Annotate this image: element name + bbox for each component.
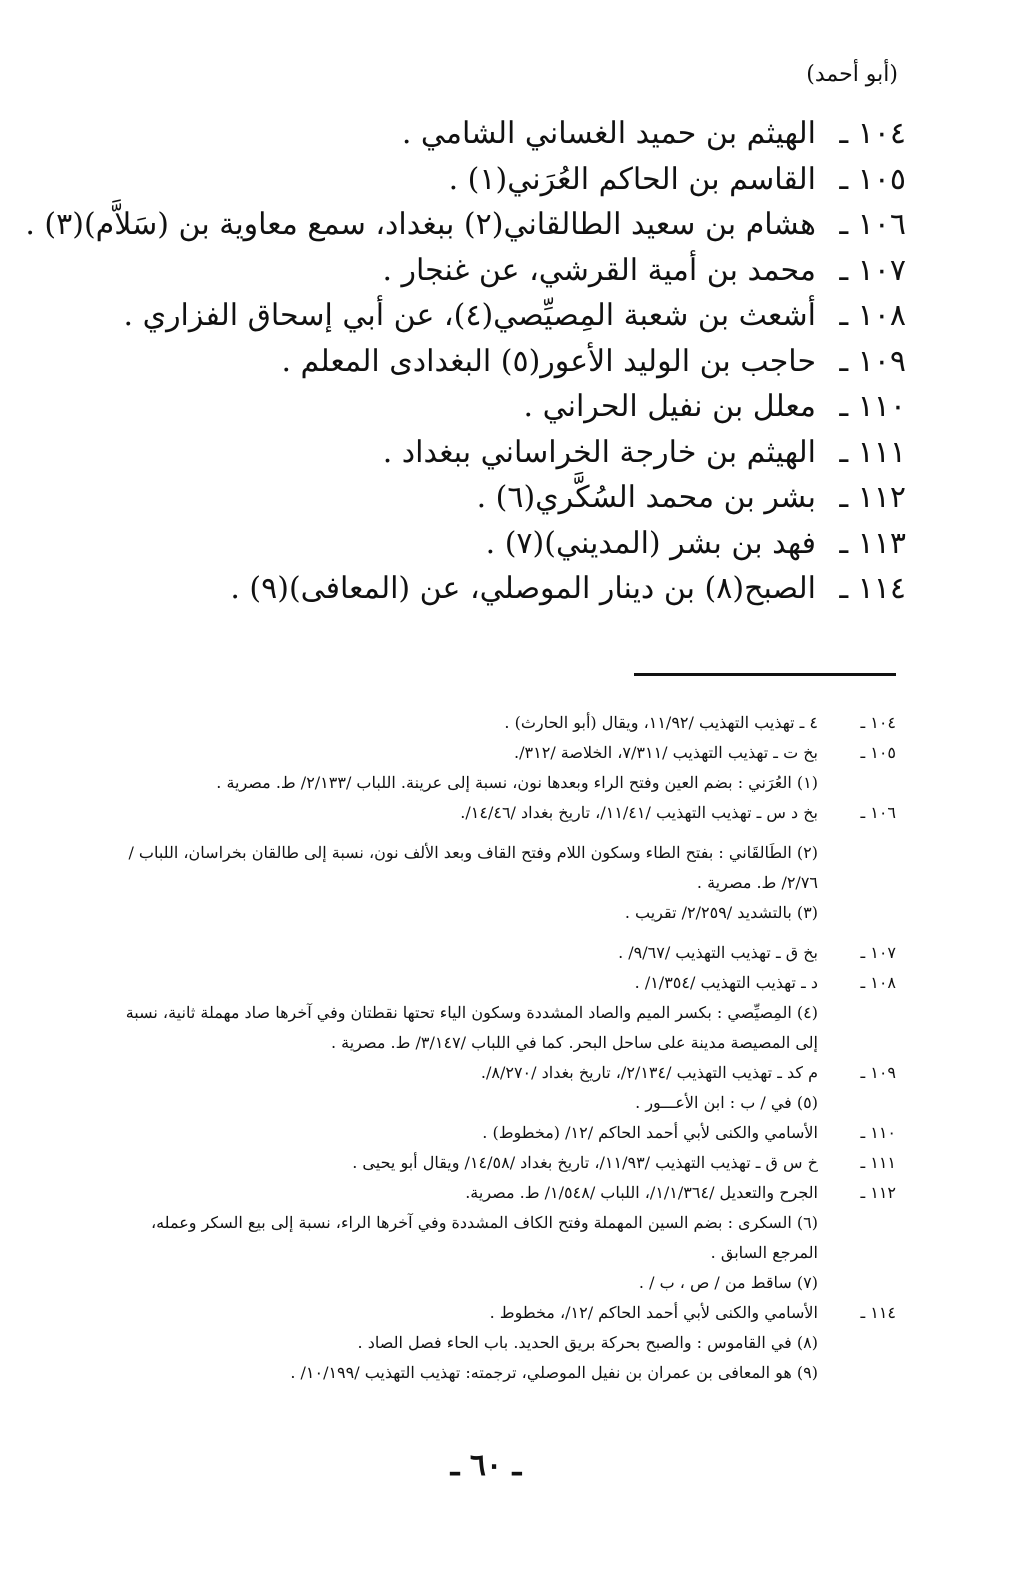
footnote-number: ١٠٩ ـ xyxy=(860,1063,896,1082)
entry-number: ١١٤ ـ xyxy=(839,571,906,606)
page-number: ـ ٦٠ ـ xyxy=(450,1448,522,1483)
entry-row xyxy=(106,480,906,526)
footnotes-list xyxy=(106,708,896,1388)
entry-number: ١١٣ ـ xyxy=(839,525,906,561)
footnote-number: ١٠٦ ـ xyxy=(860,803,896,822)
footnote-number: ١١٢ ـ xyxy=(860,1183,896,1202)
entry-text: هشام بن سعيد الطالقاني(٢) ببغداد، سمع معاوية بن (سَلاَّم)(٣) . xyxy=(25,207,816,242)
entry-row xyxy=(106,435,906,481)
footnote-row xyxy=(106,1208,896,1268)
entry-row xyxy=(106,116,906,162)
entry-row xyxy=(106,571,906,617)
footnote-text: (١) العُرَني : بضم العين وفتح الراء وبعدها نون، نسبة إلى عرينة. اللباب /٢/١٣٣/ ط. مصرية . xyxy=(216,773,818,792)
entry-row xyxy=(106,253,906,299)
entry-number: ١٠٧ ـ xyxy=(839,252,906,288)
footnote-row xyxy=(106,1148,896,1178)
footnote-row xyxy=(106,1118,896,1148)
footnote-text: الجرح والتعديل /١/١/٣٦٤/، اللباب /١/٥٤٨/ ط. مصرية. xyxy=(465,1183,818,1202)
entry-text: الهيثم بن خارجة الخراساني ببغداد . xyxy=(382,434,816,470)
footnote-number: ١٠٧ ـ xyxy=(860,943,896,962)
footnote-text: بخ ق ـ تهذيب التهذيب /٩/٦٧/ . xyxy=(618,943,818,962)
footnote-number: ١١٠ ـ xyxy=(860,1123,896,1142)
footnote-text: د ـ تهذيب التهذيب /١/٣٥٤/ . xyxy=(634,973,818,992)
footnote-row xyxy=(106,798,896,828)
entry-row xyxy=(106,344,906,390)
footnote-text: م كد ـ تهذيب التهذيب /٢/١٣٤/، تاريخ بغداد /٨/٢٧٠/. xyxy=(480,1063,818,1082)
footnote-number: ١٠٥ ـ xyxy=(860,743,896,762)
footnote-text: (٣) بالتشديد /٢/٢٥٩/ تقريب . xyxy=(624,903,818,922)
footnote-number: ١١١ ـ xyxy=(860,1153,896,1172)
footnote-text: (٢) الطَالقَاني : بفتح الطاء وسكون اللام وفتح القاف وبعد الألف نون، نسبة إلى طالقان بخراسان، اللباب /٢/٧٦/ ط. مصرية . xyxy=(128,843,818,892)
footnote-text: (٤) المِصيِّصي : بكسر الميم والصاد المشددة وسكون الياء تحتها نقطتان وفي آخرها صاد مهملة ثانية، نسبة إلى المصيصة مدينة على ساحل البحر. كما في اللباب /٣/١٤٧/ ط. مصرية . xyxy=(125,1003,818,1052)
entry-number: ١٠٤ ـ xyxy=(839,116,906,151)
footnote-text: الأسامي والكنى لأبي أحمد الحاكم /١٢/ (مخطوط) . xyxy=(482,1123,818,1142)
footnote-number: ١١٤ ـ xyxy=(860,1303,896,1322)
footnote-row xyxy=(106,1358,896,1388)
footnote-text: (٥) في / ب : ابن الأعـــور . xyxy=(635,1093,818,1112)
entry-row xyxy=(25,207,906,253)
entry-row xyxy=(106,298,906,344)
entry-text: حاجب بن الوليد الأعور(٥) البغدادى المعلم . xyxy=(281,343,816,379)
entry-text: الصبح(٨) بن دينار الموصلي، عن (المعافى)(٩) . xyxy=(230,571,816,606)
entry-row xyxy=(106,162,906,208)
footnote-text: ٤ ـ تهذيب التهذيب /١١/٩٢، ويقال (أبو الحارث) . xyxy=(504,713,818,732)
footnote-row xyxy=(106,1178,896,1208)
entry-text: بشر بن محمد السُكَّري(٦) . xyxy=(476,480,816,515)
entry-number: ١٠٦ ـ xyxy=(839,207,906,242)
entry-text: معلل بن نفيل الحراني . xyxy=(523,389,816,424)
footnote-text: خ س ق ـ تهذيب التهذيب /١١/٩٣/، تاريخ بغداد /١٤/٥٨/ ويقال أبو يحيى . xyxy=(352,1153,818,1172)
entry-row xyxy=(106,389,906,435)
footnote-row xyxy=(106,1058,896,1088)
footnote-row xyxy=(106,738,896,768)
footnote-number: ١٠٤ ـ xyxy=(860,713,896,732)
footnote-row xyxy=(106,1268,896,1298)
footnote-row xyxy=(106,768,896,798)
entry-number: ١٠٨ ـ xyxy=(839,298,906,333)
footnote-text: (٧) ساقط من / ص ، ب / . xyxy=(638,1273,818,1292)
footnote-row xyxy=(106,898,896,928)
entry-text: الهيثم بن حميد الغساني الشامي . xyxy=(401,116,816,151)
footnote-row xyxy=(106,968,896,998)
entry-text: فهد بن بشر (المديني)(٧) . xyxy=(485,525,816,561)
entry-number: ١٠٩ ـ xyxy=(839,343,906,379)
footnote-row xyxy=(106,708,896,738)
footnote-row xyxy=(106,998,896,1058)
entry-number: ١١١ ـ xyxy=(839,434,906,470)
footnote-row xyxy=(106,1298,896,1328)
entry-row xyxy=(106,526,906,572)
footnote-row xyxy=(106,838,896,898)
footnote-number: ١٠٨ ـ xyxy=(860,973,896,992)
entry-number: ١١٢ ـ xyxy=(839,480,906,515)
footnote-row xyxy=(106,1088,896,1118)
entry-text: أشعث بن شعبة المِصيِّصي(٤)، عن أبي إسحاق الفزاري . xyxy=(123,298,816,333)
footnote-text: (٨) في القاموس : والصبح بحركة بريق الحديد. باب الحاء فصل الصاد . xyxy=(357,1333,818,1352)
footnote-text: (٩) هو المعافى بن عمران بن نفيل الموصلي، ترجمته: تهذيب التهذيب /١٠/١٩٩/ . xyxy=(290,1363,818,1382)
footnote-text: بخ ت ـ تهذيب التهذيب /٧/٣١١، الخلاصة /٣١٢/. xyxy=(514,743,818,762)
entry-number: ١٠٥ ـ xyxy=(839,161,906,197)
footnote-row xyxy=(106,938,896,968)
entry-number: ١١٠ ـ xyxy=(839,389,906,424)
entries-list xyxy=(25,116,906,617)
entry-text: القاسم بن الحاكم العُرَني(١) . xyxy=(448,161,816,197)
footnote-text: (٦) السكرى : بضم السين المهملة وفتح الكاف المشددة وفي آخرها الراء، نسبة إلى بيع السكر وعمله، المرجع السابق . xyxy=(150,1213,818,1262)
entry-text: محمد بن أمية القرشي، عن غنجار . xyxy=(382,252,816,288)
footnote-text: بخ د س ـ تهذيب التهذيب /١١/٤١/، تاريخ بغداد /١٤/٤٦/. xyxy=(460,803,818,822)
footnote-text: الأسامي والكنى لأبي أحمد الحاكم /١٢/، مخطوط . xyxy=(489,1303,818,1322)
footnote-divider xyxy=(634,673,896,676)
footnote-row xyxy=(106,1328,896,1358)
running-head: (أبو أحمد) xyxy=(806,62,898,87)
